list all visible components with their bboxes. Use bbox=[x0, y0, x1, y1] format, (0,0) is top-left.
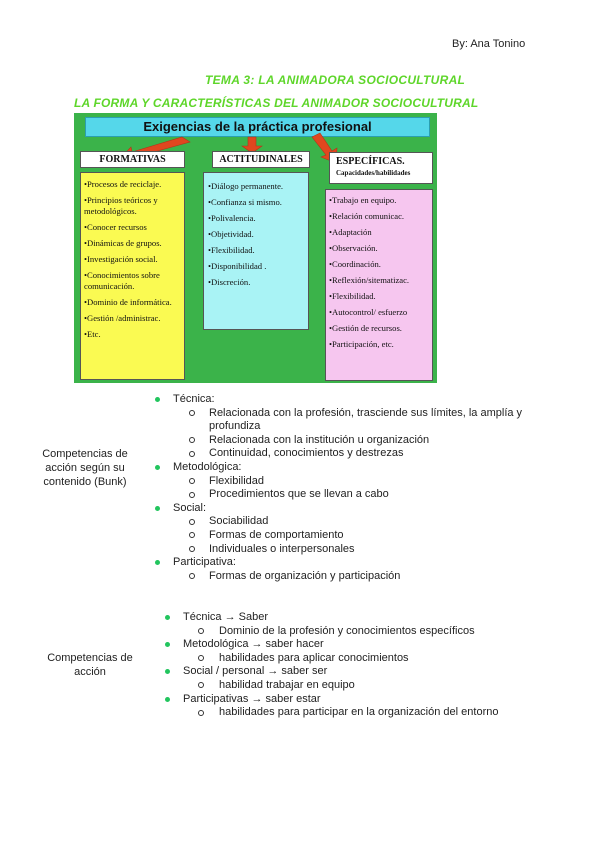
sub-list-item: Continuidad, conocimientos y destrezas bbox=[155, 447, 530, 461]
topic-subtitle: LA FORMA Y CARACTERÍSTICAS DEL ANIMADOR SOCIOCULTURAL bbox=[74, 96, 479, 110]
sub-list-item: habilidades para participar en la organización del entorno bbox=[165, 706, 555, 720]
list-item: Metodológica → saber hacer bbox=[165, 638, 555, 652]
diagram-item: •Etc. bbox=[84, 329, 101, 339]
diagram-item: •Relación comunicac. bbox=[329, 211, 405, 221]
sub-list-item: Procedimientos que se llevan a cabo bbox=[155, 488, 530, 502]
diagram-item: •Participación, etc. bbox=[329, 339, 394, 349]
list-item: Participativa: bbox=[155, 556, 530, 570]
author-label: By: Ana Tonino bbox=[452, 38, 526, 50]
actitudinales-header: ACTITUDINALES bbox=[212, 151, 310, 168]
formativas-header: FORMATIVAS bbox=[80, 151, 185, 168]
list-item: Social / personal → saber ser bbox=[165, 665, 555, 679]
section1-list bbox=[155, 393, 530, 583]
diagram-item: •Observación. bbox=[329, 243, 378, 253]
section2-list bbox=[165, 611, 555, 720]
sub-list-item: Formas de organización y participación bbox=[155, 570, 530, 584]
requirements-diagram bbox=[74, 113, 437, 383]
list-item: Social: bbox=[155, 502, 530, 516]
diagram-item: •Polivalencia. bbox=[208, 213, 256, 223]
diagram-item: •Gestión de recursos. bbox=[329, 323, 402, 333]
list-item: Participativas → saber estar bbox=[165, 693, 555, 707]
diagram-item: •Adaptación bbox=[329, 227, 372, 237]
diagram-item: •Conocer recursos bbox=[84, 222, 147, 232]
diagram-item: •Objetividad. bbox=[208, 229, 254, 239]
diagram-item: •Dominio de informática. bbox=[84, 297, 172, 307]
especificas-title: ESPECÍFICAS. bbox=[336, 156, 405, 167]
section2-label: Competencias de acción bbox=[47, 652, 133, 678]
diagram-item: •Dinámicas de grupos. bbox=[84, 238, 162, 248]
sub-list-item: Flexibilidad bbox=[155, 475, 530, 489]
sub-list-item: Dominio de la profesión y conocimientos específicos bbox=[165, 625, 555, 639]
diagram-item: •Disponibilidad . bbox=[208, 261, 267, 271]
diagram-item: •Reflexión/sitematizac. bbox=[329, 275, 410, 285]
formativas-box bbox=[80, 172, 185, 380]
sub-list-item: Sociabilidad bbox=[155, 515, 530, 529]
list-item: Metodológica: bbox=[155, 461, 530, 475]
diagram-item: •Autocontrol/ esfuerzo bbox=[329, 307, 408, 317]
sub-list-item: Relacionada con la institución u organización bbox=[155, 434, 530, 448]
actitudinales-box bbox=[203, 172, 309, 330]
sub-list-item: Individuales o interpersonales bbox=[155, 543, 530, 557]
especificas-header bbox=[329, 152, 433, 184]
diagram-heading: Exigencias de la práctica profesional bbox=[85, 117, 430, 137]
list-item: Técnica → Saber bbox=[165, 611, 555, 625]
sub-list-item: habilidades para aplicar conocimientos bbox=[165, 652, 555, 666]
diagram-item: •Principios teóricos y metodológicos. bbox=[84, 195, 158, 216]
diagram-item: •Confianza si mismo. bbox=[208, 197, 282, 207]
diagram-item: •Diálogo permanente. bbox=[208, 181, 284, 191]
diagram-item: •Conocimientos sobre comunicación. bbox=[84, 270, 160, 291]
section1-label: Competencias de acción según su contenido (Bunk) bbox=[42, 448, 128, 488]
diagram-item: •Trabajo en equipo. bbox=[329, 195, 397, 205]
diagram-item: •Gestión /administrac. bbox=[84, 313, 161, 323]
sub-list-item: Formas de comportamiento bbox=[155, 529, 530, 543]
sub-list-item: Relacionada con la profesión, trasciende sus límites, la amplía y profundiza bbox=[155, 407, 530, 434]
diagram-item: •Coordinación. bbox=[329, 259, 381, 269]
diagram-item: •Discreción. bbox=[208, 277, 251, 287]
sub-list-item: habilidad trabajar en equipo bbox=[165, 679, 555, 693]
especificas-box bbox=[325, 189, 433, 381]
diagram-item: •Flexibilidad. bbox=[208, 245, 255, 255]
diagram-item: •Procesos de reciclaje. bbox=[84, 179, 162, 189]
topic-title: TEMA 3: LA ANIMADORA SOCIOCULTURAL bbox=[205, 73, 466, 87]
diagram-item: •Flexibilidad. bbox=[329, 291, 376, 301]
list-item: Técnica: bbox=[155, 393, 530, 407]
especificas-subtitle: Capacidades/habilidades bbox=[336, 169, 411, 177]
diagram-item: •Investigación social. bbox=[84, 254, 158, 264]
